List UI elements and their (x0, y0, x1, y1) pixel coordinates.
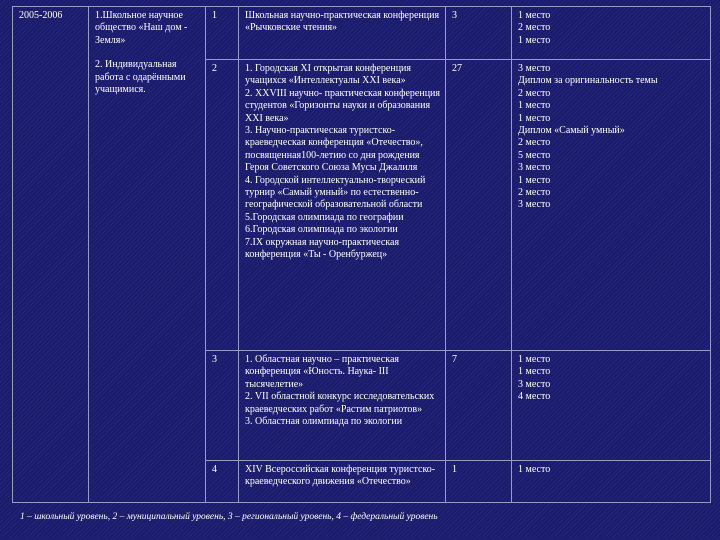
event-item: 3. Областная олимпиада по экологии (245, 416, 403, 428)
event-item: 2. VII областной конкурс исследовательских краеведческих работ «Растим патриотов» (245, 391, 435, 415)
event-item: Школьная научно-практическая конференция «Рычковские чтения» (245, 10, 440, 34)
category-school-society: 1.Школьное научное общество «Наш дом - Земля» (95, 10, 188, 46)
result-item: 1 место (518, 366, 551, 378)
event-item: 3. Научно-практическая туристско-краеведческая конференция «Отечество», посвященная100-летию со дня рождения Героя Советского Союза Мусы Джалиля (245, 125, 423, 174)
event-item: 5.Городская олимпиада по географии (245, 211, 404, 223)
result-item: Диплом «Самый умный» (518, 125, 625, 137)
count-cell: 1 (446, 461, 512, 503)
count-cell: 27 (446, 60, 512, 351)
events-cell (239, 351, 446, 461)
event-item: 2. XXVIII научно- практическая конференция студентов «Горизонты науки и образования XXI века» (245, 87, 440, 124)
result-item: 3 место (518, 199, 551, 211)
results-cell (512, 7, 711, 60)
results-table (12, 6, 711, 503)
result-item: 1 место (518, 34, 551, 46)
count-cell: 3 (446, 7, 512, 60)
category-cell (89, 7, 206, 503)
result-item: 1 место (518, 174, 551, 186)
event-item: 7.IX окружная научно-практическая конференция «Ты - Оренбуржец» (245, 236, 400, 261)
result-item: 2 место (518, 137, 551, 149)
table-row (13, 7, 711, 60)
event-item: 1. Городская XI открытая конференция учащихся «Интеллектуалы XXI века» (245, 63, 411, 87)
category-individual-work: 2. Индивидуальная работа с одарёнными учащимися. (95, 59, 186, 96)
event-item: 1. Областная научно – практическая конференция «Юность. Наука- III тысячелетие» (245, 354, 399, 390)
results-cell (512, 461, 711, 503)
event-item: 4. Городской интеллектуально-творческий турнир «Самый умный» по естественно- географической образовательной области (245, 174, 426, 211)
level-cell: 3 (206, 351, 239, 461)
level-cell: 1 (206, 7, 239, 60)
result-item: 3 место (518, 378, 551, 390)
event-item: 6.Городская олимпиада по экологии (245, 224, 398, 236)
results-cell (512, 60, 711, 351)
count-cell: 7 (446, 351, 512, 461)
level-cell: 2 (206, 60, 239, 351)
result-item: 1 место (518, 464, 551, 475)
result-item: 2 место (518, 187, 551, 199)
footnote-legend: 1 – школьный уровень, 2 – муниципальный уровень, 3 – региональный уровень, 4 – федеральный уровень (20, 512, 438, 522)
result-item: 4 место (518, 391, 551, 403)
result-item: Диплом за оригинальность темы (518, 75, 658, 87)
events-cell (239, 60, 446, 351)
result-item: 1 место (518, 112, 551, 124)
result-item: 1 место (518, 354, 551, 365)
events-cell (239, 7, 446, 60)
result-item: 1 место (518, 10, 551, 21)
event-item: XIV Всероссийская конференция туристско-краеведческого движения «Отечество» (245, 464, 436, 488)
events-cell (239, 461, 446, 503)
result-item: 2 место (518, 22, 551, 34)
result-item: 3 место (518, 63, 551, 74)
result-item: 2 место (518, 87, 551, 99)
result-item: 1 место (518, 100, 551, 112)
level-cell: 4 (206, 461, 239, 503)
result-item: 5 место (518, 149, 551, 161)
period-cell: 2005-2006 (13, 7, 89, 503)
results-cell (512, 351, 711, 461)
result-item: 3 место (518, 162, 551, 174)
